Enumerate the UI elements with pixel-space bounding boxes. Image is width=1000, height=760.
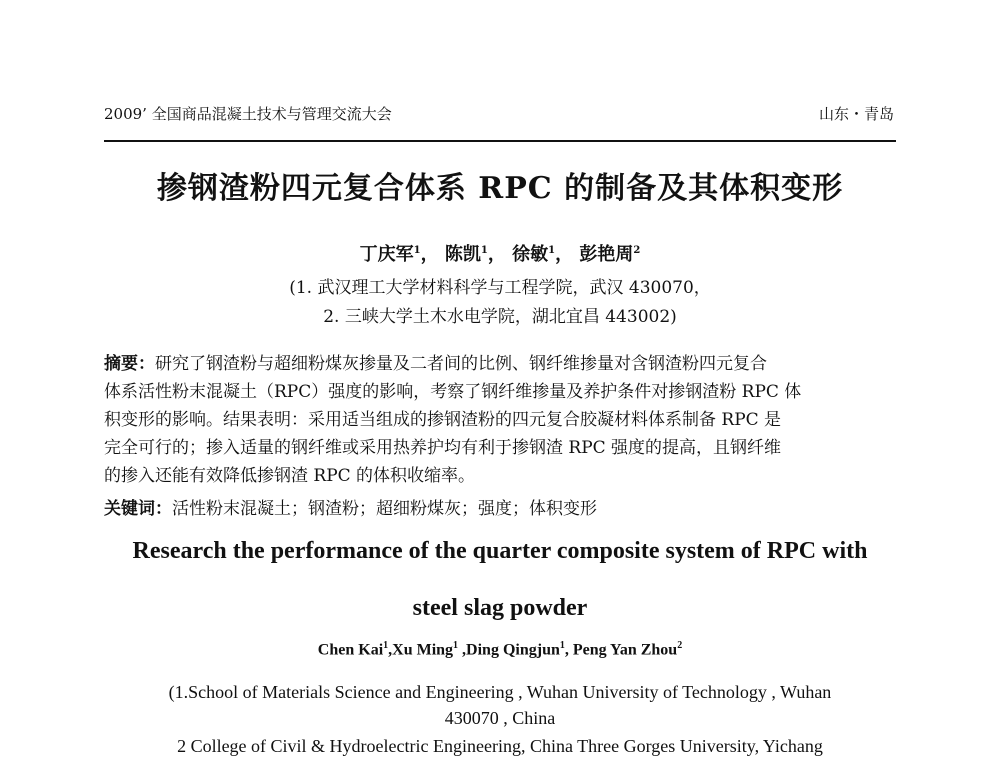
author-name: 徐敏 bbox=[512, 244, 549, 265]
author-name: Chen Kai bbox=[317, 641, 384, 659]
abstract-line: 的掺入还能有效降低掺钢渣 RPC 的体积收缩率。 bbox=[104, 466, 476, 486]
author-affil-mark: 1 bbox=[480, 245, 488, 256]
abstract bbox=[104, 350, 896, 490]
author-affil-mark: 1 bbox=[559, 640, 565, 651]
chinese-authors bbox=[0, 240, 1000, 266]
keywords-text: 活性粉末混凝土；钢渣粉；超细粉煤灰；强度；体积变形 bbox=[172, 499, 597, 519]
author-separator: ， bbox=[555, 244, 574, 265]
english-affiliation-line-3: 2 College of Civil & Hydroelectric Engineering, China Three Gorges University, Yichang bbox=[177, 736, 823, 756]
keywords-label: 关键词： bbox=[104, 499, 172, 519]
author-separator: , bbox=[458, 641, 467, 659]
abstract-line: 研究了钢渣粉与超细粉煤灰掺量及二者间的比例、钢纤维掺量对含钢渣粉四元复合 bbox=[155, 354, 767, 374]
author-name: Xu Ming bbox=[392, 641, 454, 659]
abstract-line: 积变形的影响。结果表明：采用适当组成的掺钢渣粉的四元复合胶凝材料体系制备 RPC 是 bbox=[104, 410, 782, 430]
english-affiliation-line-2: 430070 , China bbox=[444, 708, 556, 728]
abstract-line: 体系活性粉末混凝土（RPC）强度的影响，考察了钢纤维掺量及养护条件对掺钢渣粉 RPC 体 bbox=[104, 382, 802, 402]
header-rule bbox=[104, 140, 896, 142]
author-affil-mark: 1 bbox=[413, 245, 421, 256]
author-affil-mark: 1 bbox=[383, 640, 389, 651]
author-affil-mark: 1 bbox=[453, 640, 459, 651]
author-affil-mark: 1 bbox=[548, 245, 556, 256]
author-name: Ding Qingjun bbox=[466, 641, 560, 659]
author-affil-mark: 2 bbox=[677, 640, 683, 651]
author-name: 彭艳周 bbox=[579, 244, 634, 265]
english-affiliation-line-1: (1.School of Materials Science and Engineering , Wuhan University of Technology , Wuhan bbox=[168, 682, 832, 702]
author-name: 丁庆军 bbox=[359, 244, 414, 265]
author-affil-mark: 2 bbox=[633, 245, 641, 256]
author-name: Peng Yan Zhou bbox=[572, 641, 678, 659]
abstract-line: 完全可行的；掺入适量的钢纤维或采用热养护均有利于掺钢渣 RPC 强度的提高，且钢纤维 bbox=[104, 438, 782, 458]
author-separator: , bbox=[388, 641, 393, 659]
running-header bbox=[104, 103, 894, 127]
abstract-label: 摘要： bbox=[104, 354, 155, 374]
chinese-title: 掺钢渣粉四元复合体系 RPC 的制备及其体积变形 bbox=[156, 171, 844, 206]
english-authors bbox=[0, 640, 1000, 659]
author-separator: ， bbox=[487, 244, 506, 265]
chinese-affiliation-2: 2. 三峡大学土木水电学院，湖北宜昌 443002) bbox=[323, 307, 677, 327]
chinese-affiliation-1: (1. 武汉理工大学材料科学与工程学院，武汉 430070， bbox=[289, 278, 711, 298]
conference-name: 2009’ 全国商品混凝土技术与管理交流大会 bbox=[104, 105, 392, 123]
author-separator: ， bbox=[420, 244, 439, 265]
author-name: 陈凯 bbox=[444, 244, 481, 265]
conference-location: 山东・青岛 bbox=[818, 105, 894, 123]
english-title-line-1: Research the performance of the quarter composite system of RPC with bbox=[132, 538, 868, 564]
author-separator: , bbox=[564, 641, 573, 659]
keywords bbox=[104, 494, 896, 519]
english-title-line-2: steel slag powder bbox=[412, 595, 588, 621]
